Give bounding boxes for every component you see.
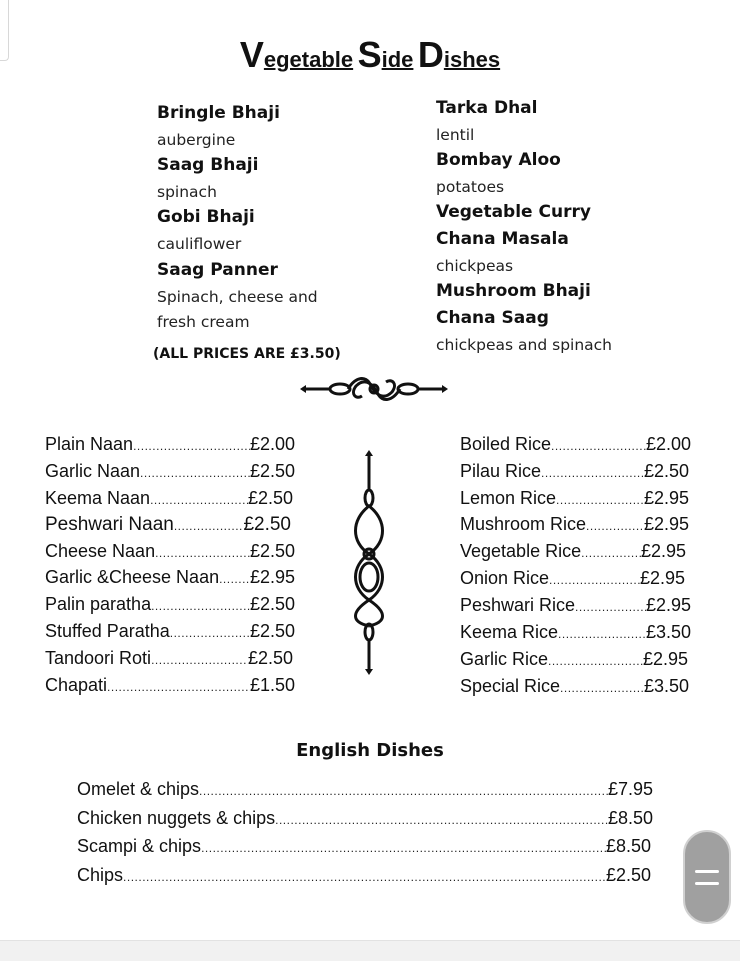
- menu-item-price: £2.50: [243, 514, 291, 535]
- menu-item: [460, 461, 689, 482]
- menu-item-price: £2.50: [247, 648, 293, 668]
- menu-item: [45, 434, 295, 455]
- leader-dots: [201, 841, 606, 855]
- menu-item: [460, 514, 689, 535]
- menu-item: [45, 648, 293, 669]
- menu-item: [460, 676, 689, 697]
- title-word: ishes: [443, 47, 501, 72]
- drag-handle-icon: [695, 870, 719, 873]
- menu-item-price: £2.50: [249, 461, 295, 481]
- menu-item: [77, 865, 651, 886]
- menu-item: [460, 541, 686, 562]
- dish-name: Chana Saag: [436, 308, 549, 328]
- dish-name: Chana Masala: [436, 229, 569, 249]
- menu-item-price: £8.50: [605, 836, 651, 856]
- menu-item: [77, 836, 651, 857]
- dish-description: Spinach, cheese and: [157, 288, 318, 306]
- leader-dots: [219, 572, 250, 586]
- leader-dots: [151, 653, 248, 667]
- leader-dots: [155, 546, 250, 560]
- price-note: (ALL PRICES ARE £3.50): [153, 346, 341, 362]
- menu-item-price: £2.50: [247, 488, 293, 508]
- menu-item-name: Garlic Naan: [45, 461, 141, 481]
- menu-item: [45, 514, 291, 536]
- leader-dots: [170, 626, 250, 640]
- ornamental-vertical-icon: [347, 450, 391, 675]
- dish-description: cauliflower: [157, 235, 242, 253]
- dish-name: Saag Panner: [157, 260, 278, 280]
- menu-item-name: Palin paratha: [45, 594, 152, 614]
- leader-dots: [556, 493, 644, 507]
- dish-name: Gobi Bhaji: [157, 207, 255, 227]
- menu-item-name: Chicken nuggets & chips: [77, 808, 276, 828]
- leader-dots: [140, 466, 250, 480]
- menu-item-price: £2.95: [249, 567, 295, 587]
- leader-dots: [199, 784, 608, 798]
- menu-item: [45, 621, 295, 642]
- drag-handle-button[interactable]: [683, 830, 731, 924]
- menu-item-name: Peshwari Naan: [45, 514, 174, 535]
- leader-dots: [107, 680, 250, 694]
- menu-item-name: Onion Rice: [460, 568, 550, 588]
- title-word: ide: [381, 47, 414, 72]
- menu-item-name: Garlic &Cheese Naan: [45, 567, 220, 587]
- leader-dots: [586, 519, 644, 533]
- menu-item-name: Boiled Rice: [460, 434, 552, 454]
- menu-item-price: £2.50: [249, 541, 295, 561]
- menu-item: [460, 568, 685, 589]
- title-letter: V: [239, 34, 264, 75]
- menu-item-price: £8.50: [607, 808, 653, 828]
- section-heading: English Dishes: [296, 740, 444, 761]
- menu-item-name: Tandoori Roti: [45, 648, 152, 668]
- menu-item: [460, 434, 691, 455]
- leader-dots: [581, 546, 641, 560]
- leader-dots: [541, 466, 644, 480]
- menu-item-price: £2.95: [643, 488, 689, 508]
- dish-description: fresh cream: [157, 313, 250, 331]
- menu-item: [45, 594, 295, 615]
- leader-dots: [150, 493, 248, 507]
- menu-item-name: Pilau Rice: [460, 461, 542, 481]
- leader-dots: [549, 573, 640, 587]
- dish-description: spinach: [157, 183, 217, 201]
- dish-description: aubergine: [157, 131, 236, 149]
- menu-item-price: £3.50: [643, 676, 689, 696]
- menu-item-price: £1.50: [249, 675, 295, 695]
- menu-item-name: Lemon Rice: [460, 488, 557, 508]
- menu-item: [45, 675, 295, 696]
- leader-dots: [151, 599, 250, 613]
- menu-item-price: £2.95: [639, 568, 685, 588]
- leader-dots: [133, 439, 250, 453]
- menu-item-name: Mushroom Rice: [460, 514, 587, 534]
- leader-dots: [560, 681, 644, 695]
- dish-description: chickpeas and spinach: [436, 336, 613, 354]
- menu-item: [460, 595, 691, 616]
- menu-item: [77, 779, 653, 800]
- menu-item: [45, 461, 295, 482]
- menu-item: [45, 567, 295, 588]
- menu-item-name: Chips: [77, 865, 124, 885]
- menu-item: [460, 488, 689, 509]
- leader-dots: [174, 519, 244, 533]
- menu-item-price: £3.50: [645, 622, 691, 642]
- menu-item-name: Garlic Rice: [460, 649, 549, 669]
- leader-dots: [551, 439, 646, 453]
- menu-item: [45, 488, 293, 509]
- ornamental-scroll-icon: [300, 374, 448, 404]
- title-letter: S: [357, 34, 382, 75]
- dish-name: Vegetable Curry: [436, 202, 591, 222]
- menu-item: [460, 622, 691, 643]
- leader-dots: [275, 813, 608, 827]
- menu-item-price: £2.95: [642, 649, 688, 669]
- menu-item-name: Peshwari Rice: [460, 595, 576, 615]
- menu-item-price: £2.95: [643, 514, 689, 534]
- menu-item-name: Keema Rice: [460, 622, 559, 642]
- menu-item-name: Chapati: [45, 675, 108, 695]
- menu-item-price: £2.00: [645, 434, 691, 454]
- dish-description: potatoes: [436, 178, 505, 196]
- dish-name: Bringle Bhaji: [157, 103, 280, 123]
- dish-name: Saag Bhaji: [157, 155, 259, 175]
- leader-dots: [548, 654, 643, 668]
- menu-item-price: £2.95: [645, 595, 691, 615]
- leader-dots: [558, 627, 646, 641]
- menu-item-price: £2.50: [605, 865, 651, 885]
- menu-item: [77, 808, 653, 829]
- menu-item-name: Keema Naan: [45, 488, 151, 508]
- menu-item: [45, 541, 295, 562]
- title-letter: D: [417, 34, 444, 75]
- menu-item-price: £7.95: [607, 779, 653, 799]
- title-word: egetable: [263, 47, 354, 72]
- menu-item-name: Cheese Naan: [45, 541, 156, 561]
- menu-item-price: £2.00: [249, 434, 295, 454]
- leader-dots: [575, 600, 646, 614]
- dish-description: lentil: [436, 126, 475, 144]
- menu-item-name: Plain Naan: [45, 434, 134, 454]
- menu-item: [460, 649, 688, 670]
- dish-name: Tarka Dhal: [436, 98, 538, 118]
- dish-name: Mushroom Bhaji: [436, 281, 591, 301]
- menu-item-price: £2.50: [249, 594, 295, 614]
- menu-item-price: £2.50: [249, 621, 295, 641]
- menu-item-name: Vegetable Rice: [460, 541, 582, 561]
- leader-dots: [123, 870, 606, 884]
- menu-item-name: Scampi & chips: [77, 836, 202, 856]
- page-title: [0, 34, 740, 76]
- menu-item-name: Special Rice: [460, 676, 561, 696]
- menu-item-price: £2.95: [640, 541, 686, 561]
- drag-handle-icon: [695, 882, 719, 885]
- menu-item-name: Omelet & chips: [77, 779, 200, 799]
- page-bottom-bar: [0, 940, 740, 961]
- menu-item-name: Stuffed Paratha: [45, 621, 170, 641]
- dish-name: Bombay Aloo: [436, 150, 561, 170]
- dish-description: chickpeas: [436, 257, 514, 275]
- menu-item-price: £2.50: [643, 461, 689, 481]
